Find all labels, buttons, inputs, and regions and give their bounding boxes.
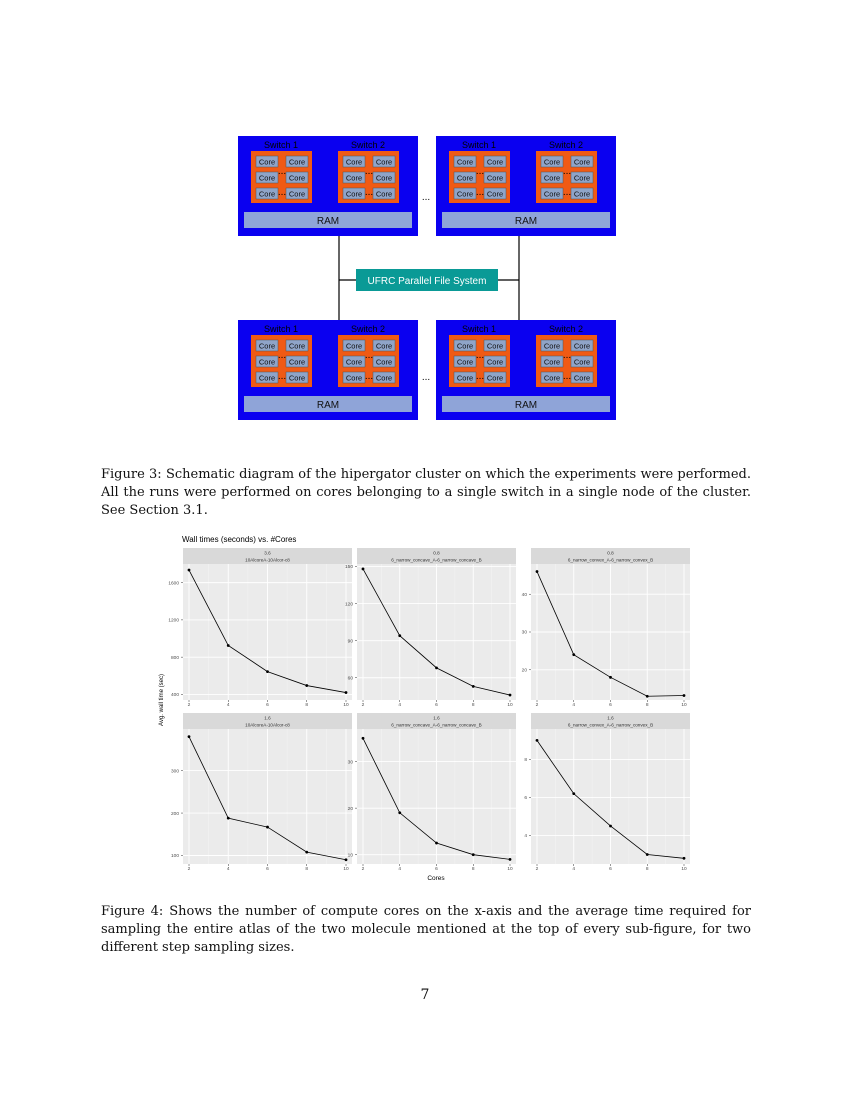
data-point <box>266 826 269 829</box>
x-tick-label: 2 <box>187 867 191 872</box>
core-label: Core <box>258 357 276 367</box>
facet-strip-label: 6_narrow_convex_A-6_narrow_convex_B <box>567 557 654 563</box>
data-point <box>227 644 230 647</box>
core-label: Core <box>543 173 561 183</box>
x-tick-label: 10 <box>507 703 513 708</box>
figure-3-caption: Figure 3: Schematic diagram of the hipergator cluster on which the experiments were performed. All the runs were performed on cores belonging to a single switch in a single node of the cluster. See Section 3.1. <box>101 467 751 518</box>
facet-strip-label: 6_narrow_concave_A-6_narrow_concave_B <box>391 722 482 728</box>
core-label: Core <box>486 341 504 351</box>
core-label: Core <box>288 173 306 183</box>
data-point <box>305 684 308 687</box>
core-ellipsis: ... <box>364 350 374 361</box>
core-label: Core <box>573 373 591 383</box>
switch-title: Switch 1 <box>461 140 497 150</box>
core-ellipsis: ... <box>364 187 374 198</box>
y-tick-label: 60 <box>347 676 353 682</box>
data-point <box>683 857 686 860</box>
x-tick-label: 10 <box>343 867 349 872</box>
facet-strip-label: 6_narrow_concave_A-6_narrow_concave_B <box>391 557 482 563</box>
facet-strip-label: 1.6 <box>264 715 271 721</box>
data-point <box>646 695 649 698</box>
switch-title: Switch 2 <box>548 140 584 150</box>
data-point <box>345 858 348 861</box>
x-tick-label: 6 <box>609 703 612 708</box>
core-label: Core <box>456 189 474 199</box>
x-tick-label: 6 <box>609 867 612 872</box>
core-label: Core <box>375 357 393 367</box>
y-tick-label: 20 <box>347 806 353 812</box>
x-tick-label: 4 <box>226 867 230 872</box>
page-number: 7 <box>420 987 430 1003</box>
facet-strip-label: 6_narrow_convex_A-6_narrow_convex_B <box>567 722 654 728</box>
y-tick-label: 8 <box>524 758 527 764</box>
switch-title: Switch 1 <box>263 140 299 150</box>
facet-strip-label: 0.8 <box>607 550 614 556</box>
x-tick-label: 10 <box>343 703 349 708</box>
x-tick-label: 4 <box>572 867 576 872</box>
core-ellipsis: ... <box>475 350 485 361</box>
x-tick-label: 4 <box>226 703 230 708</box>
core-label: Core <box>456 357 474 367</box>
data-point <box>609 825 612 828</box>
ram-label: RAM <box>514 400 538 411</box>
y-tick-label: 300 <box>170 769 179 775</box>
y-tick-label: 30 <box>347 760 353 766</box>
core-ellipsis: ... <box>562 187 572 198</box>
x-tick-label: 2 <box>361 703 365 708</box>
figure-4-caption: Figure 4: Shows the number of compute cores on the x-axis and the average time required for sampling the entire atlas of the two molecule mentioned at the top of every sub-figure, for two different step sampling sizes. <box>101 904 751 955</box>
data-point <box>362 737 365 740</box>
y-tick-label: 90 <box>347 639 353 645</box>
core-label: Core <box>288 189 306 199</box>
core-label: Core <box>258 173 276 183</box>
facet-strip-label: 10AlcoreA-10Alcor-c8 <box>245 722 290 728</box>
core-label: Core <box>543 341 561 351</box>
core-label: Core <box>486 173 504 183</box>
y-tick-label: 40 <box>521 592 527 598</box>
core-ellipsis: ... <box>277 371 287 382</box>
data-point <box>572 653 575 656</box>
x-tick-label: 6 <box>266 703 269 708</box>
core-label: Core <box>573 173 591 183</box>
data-point <box>362 568 365 571</box>
facet-strip-label: 10AlcoreA-10Alcor-c8 <box>245 557 290 563</box>
x-tick-label: 6 <box>435 867 438 872</box>
core-label: Core <box>573 157 591 167</box>
x-tick-label: 8 <box>305 867 309 872</box>
x-tick-label: 2 <box>361 867 365 872</box>
switch-title: Switch 2 <box>350 140 386 150</box>
core-label: Core <box>375 173 393 183</box>
core-ellipsis: ... <box>364 166 374 177</box>
core-ellipsis: ... <box>562 350 572 361</box>
core-ellipsis: ... <box>364 371 374 382</box>
wall-time-chart <box>155 530 700 885</box>
y-tick-label: 4 <box>524 834 527 840</box>
y-axis-label: Avg. wall time (sec) <box>159 674 165 726</box>
core-label: Core <box>345 373 363 383</box>
data-point <box>472 685 475 688</box>
x-tick-label: 8 <box>645 703 649 708</box>
data-point <box>305 851 308 854</box>
core-label: Core <box>288 357 306 367</box>
ram-label: RAM <box>316 400 340 411</box>
node-ellipsis: ... <box>421 192 431 203</box>
facet-strip-label: 3.6 <box>264 550 271 556</box>
x-tick-label: 8 <box>645 867 649 872</box>
chart-title: Wall times (seconds) vs. #Cores <box>182 535 297 544</box>
switch-title: Switch 2 <box>548 324 584 334</box>
x-tick-label: 10 <box>507 867 513 872</box>
data-point <box>536 739 539 742</box>
core-label: Core <box>456 157 474 167</box>
core-label: Core <box>375 189 393 199</box>
data-point <box>536 570 539 573</box>
core-label: Core <box>288 373 306 383</box>
x-tick-label: 8 <box>305 703 309 708</box>
x-tick-label: 10 <box>681 867 687 872</box>
core-label: Core <box>486 373 504 383</box>
y-tick-label: 20 <box>521 668 527 674</box>
facet-strip-label: 1.6 <box>433 715 440 721</box>
x-tick-label: 8 <box>471 867 475 872</box>
core-label: Core <box>258 373 276 383</box>
y-tick-label: 800 <box>170 655 179 661</box>
x-tick-label: 4 <box>572 703 576 708</box>
y-tick-label: 200 <box>170 811 179 817</box>
data-point <box>398 634 401 637</box>
y-tick-label: 120 <box>344 602 353 608</box>
data-point <box>509 858 512 861</box>
core-ellipsis: ... <box>277 350 287 361</box>
y-tick-label: 6 <box>524 796 527 802</box>
core-label: Core <box>456 373 474 383</box>
x-tick-label: 8 <box>471 703 475 708</box>
x-tick-label: 2 <box>535 867 539 872</box>
y-tick-label: 150 <box>344 565 353 571</box>
core-ellipsis: ... <box>562 371 572 382</box>
core-ellipsis: ... <box>562 166 572 177</box>
y-tick-label: 1600 <box>168 581 179 587</box>
core-label: Core <box>258 341 276 351</box>
switch-title: Switch 2 <box>350 324 386 334</box>
ram-label: RAM <box>316 216 340 227</box>
core-label: Core <box>345 341 363 351</box>
x-tick-label: 6 <box>266 867 269 872</box>
y-tick-label: 1200 <box>168 618 179 624</box>
data-point <box>609 676 612 679</box>
switch-title: Switch 1 <box>461 324 497 334</box>
data-point <box>472 853 475 856</box>
core-label: Core <box>543 373 561 383</box>
facet-strip-label: 1.6 <box>607 715 614 721</box>
y-tick-label: 400 <box>170 693 179 699</box>
core-label: Core <box>258 157 276 167</box>
data-point <box>683 694 686 697</box>
core-label: Core <box>573 341 591 351</box>
data-point <box>435 666 438 669</box>
core-label: Core <box>486 189 504 199</box>
core-label: Core <box>573 357 591 367</box>
y-tick-label: 100 <box>170 854 179 860</box>
core-ellipsis: ... <box>475 371 485 382</box>
core-label: Core <box>345 157 363 167</box>
data-point <box>188 735 191 738</box>
facet-strip-label: 0.8 <box>433 550 440 556</box>
core-label: Core <box>486 357 504 367</box>
x-tick-label: 4 <box>398 867 402 872</box>
core-label: Core <box>288 341 306 351</box>
core-ellipsis: ... <box>475 166 485 177</box>
core-label: Core <box>456 341 474 351</box>
core-ellipsis: ... <box>277 166 287 177</box>
data-point <box>646 853 649 856</box>
core-label: Core <box>543 157 561 167</box>
file-system-label: UFRC Parallel File System <box>367 276 487 287</box>
data-point <box>572 792 575 795</box>
core-label: Core <box>288 157 306 167</box>
core-label: Core <box>345 173 363 183</box>
data-point <box>227 817 230 820</box>
cluster-diagram <box>236 134 618 424</box>
core-label: Core <box>375 341 393 351</box>
core-label: Core <box>375 157 393 167</box>
data-point <box>398 811 401 814</box>
core-label: Core <box>456 173 474 183</box>
x-tick-label: 4 <box>398 703 402 708</box>
core-label: Core <box>543 357 561 367</box>
data-point <box>345 691 348 694</box>
core-label: Core <box>375 373 393 383</box>
x-tick-label: 2 <box>187 703 191 708</box>
core-label: Core <box>258 189 276 199</box>
x-tick-label: 6 <box>435 703 438 708</box>
core-label: Core <box>486 157 504 167</box>
core-label: Core <box>345 189 363 199</box>
core-label: Core <box>573 189 591 199</box>
core-ellipsis: ... <box>277 187 287 198</box>
node-ellipsis: ... <box>421 372 431 383</box>
core-label: Core <box>345 357 363 367</box>
switch-title: Switch 1 <box>263 324 299 334</box>
core-label: Core <box>543 189 561 199</box>
x-axis-label: Cores <box>427 875 445 882</box>
data-point <box>509 694 512 697</box>
data-point <box>435 842 438 845</box>
data-point <box>266 670 269 673</box>
data-point <box>188 569 191 572</box>
x-tick-label: 2 <box>535 703 539 708</box>
ram-label: RAM <box>514 216 538 227</box>
core-ellipsis: ... <box>475 187 485 198</box>
y-tick-label: 30 <box>521 630 527 636</box>
x-tick-label: 10 <box>681 703 687 708</box>
y-tick-label: 10 <box>347 853 353 859</box>
